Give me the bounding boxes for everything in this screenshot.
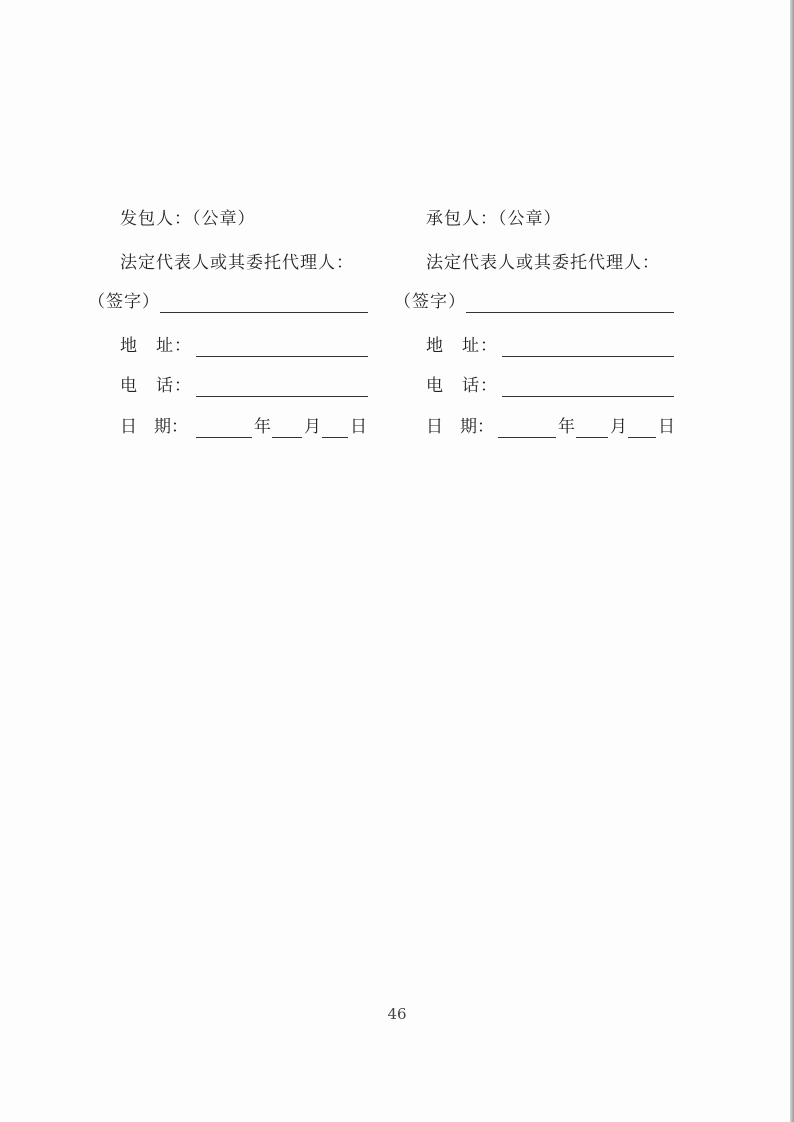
employer-phone-label: 电 话： [120,376,192,396]
contractor-year-label: 年 [558,417,575,437]
employer-representative-label: 法定代表人或其委托代理人： [120,253,354,273]
contractor-address-line [502,356,674,357]
employer-day-label: 日 [350,417,367,437]
employer-phone-line [196,396,368,397]
employer-address-label: 地 址： [120,336,192,356]
employer-sign-label: （签字） [88,292,160,312]
employer-day-blank [322,437,348,438]
page-edge-shadow [790,0,794,1122]
page-number: 46 [387,1005,407,1023]
contractor-year-blank [498,437,556,438]
employer-date-label: 日 期： [120,417,188,437]
contractor-month-label: 月 [610,417,627,437]
contractor-sign-label: （签字） [394,292,466,312]
contractor-day-label: 日 [658,417,675,437]
contractor-phone-line [502,396,674,397]
employer-address-line [196,356,368,357]
employer-year-label: 年 [254,417,271,437]
contractor-date-label: 日 期： [426,417,494,437]
employer-month-label: 月 [304,417,321,437]
employer-sign-line [160,312,368,313]
contractor-title: 承包人：（公章） [426,209,562,229]
contractor-month-blank [576,437,608,438]
contractor-sign-line [466,312,674,313]
employer-year-blank [196,437,252,438]
contractor-address-label: 地 址： [426,336,498,356]
employer-title: 发包人：（公章） [120,209,256,229]
contractor-representative-label: 法定代表人或其委托代理人： [426,253,660,273]
contractor-phone-label: 电 话： [426,376,498,396]
contractor-day-blank [628,437,656,438]
employer-month-blank [272,437,302,438]
